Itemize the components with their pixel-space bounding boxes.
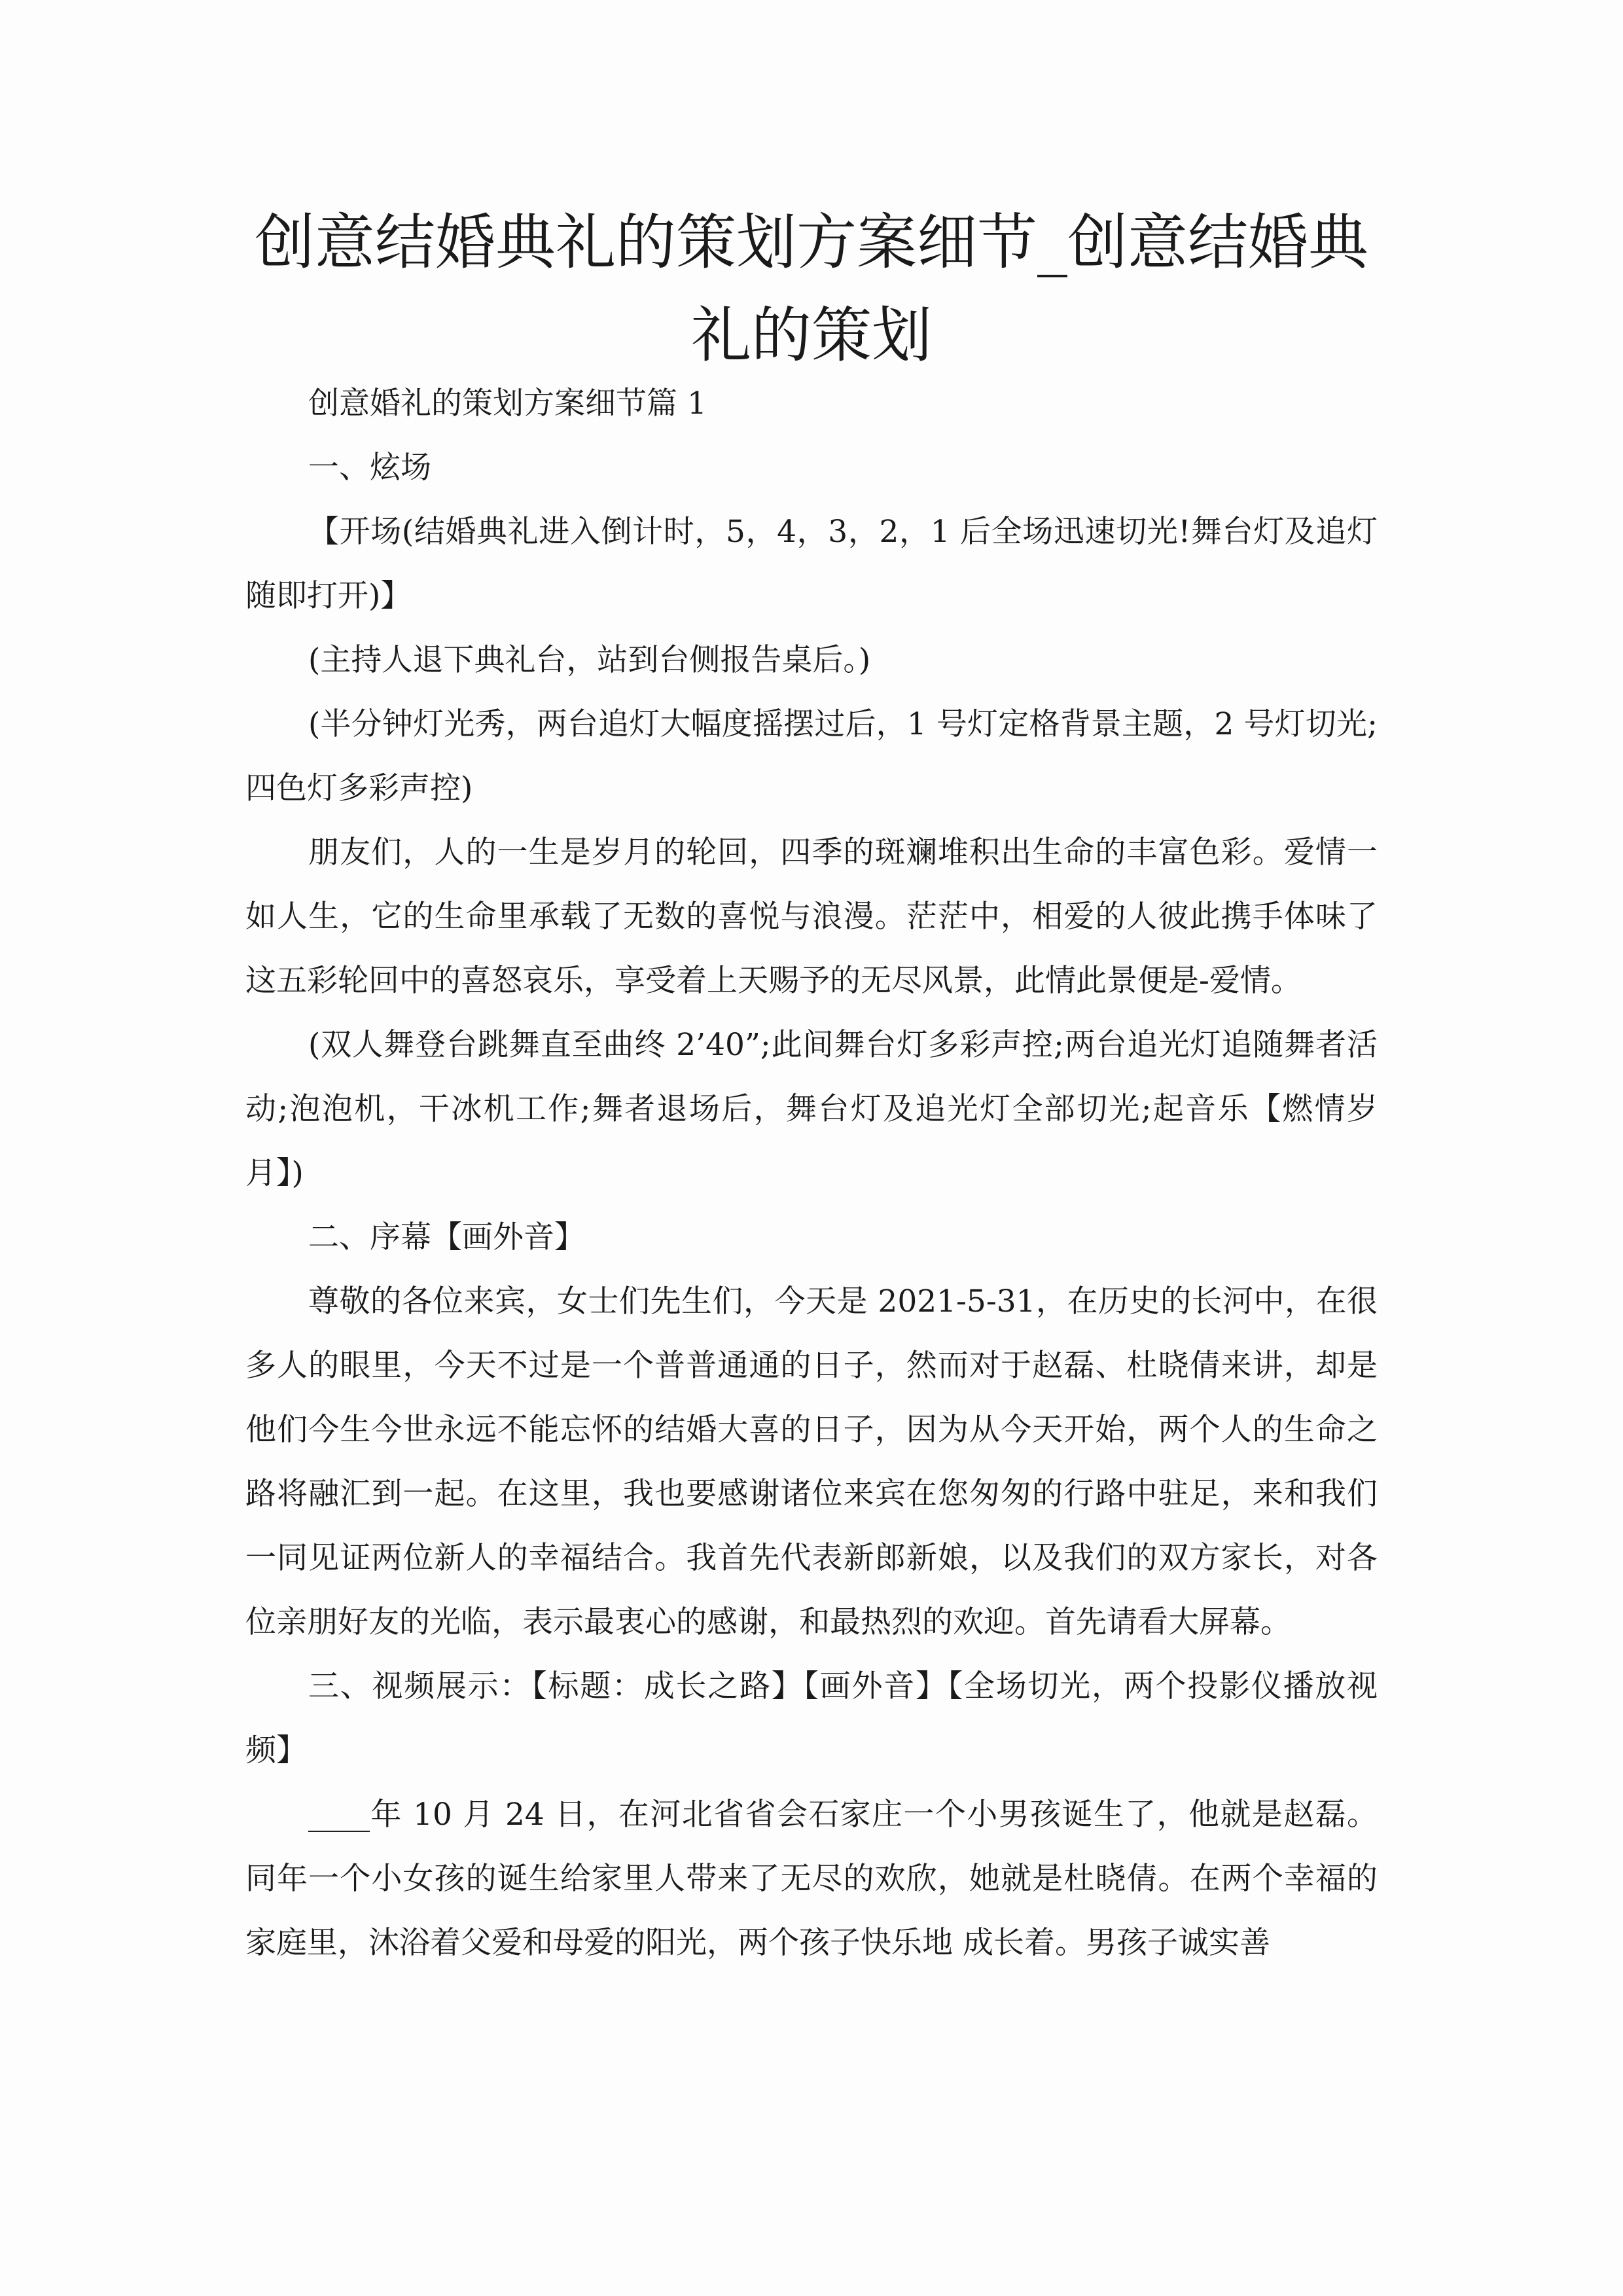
paragraph: (主持人退下典礼台，站到台侧报告桌后。) (308, 642, 871, 678)
paragraph: (双人舞登台跳舞直至曲终 2’40”;此间舞台灯多彩声控;两台追光灯追随舞者活动;泡泡机，干冰机工作;舞者退场后，舞台灯及追光灯全部切光;起音乐【燃情岁月】) (245, 1027, 1378, 1191)
document-body (245, 372, 1378, 1975)
paragraph: (半分钟灯光秀，两台追灯大幅度摇摆过后，1 号灯定格背景主题，2 号灯切光;四色灯多彩声控) (245, 706, 1378, 806)
paragraph: 【开场(结婚典礼进入倒计时，5，4，3，2，1 后全场迅速切光!舞台灯及追灯随即打开)】 (245, 514, 1378, 614)
section-heading: 一、炫场 (308, 450, 431, 486)
paragraph: 三、视频展示：【标题：成长之路】【画外音】【全场切光，两个投影仪播放视频】 (245, 1668, 1378, 1768)
paragraph: ____年 10 月 24 日，在河北省省会石家庄一个小男孩诞生了，他就是赵磊。同年一个小女孩的诞生给家里人带来了无尽的欢欣，她就是杜晓倩。在两个幸福的家庭里，沐浴着父爱和母爱的阳光，两个孩子快乐地 成长着。男孩子诚实善 (245, 1797, 1378, 1961)
section-heading: 创意婚礼的策划方案细节篇 1 (308, 386, 707, 422)
paragraph: 朋友们，人的一生是岁月的轮回，四季的斑斓堆积出生命的丰富色彩。爱情一如人生，它的生命里承载了无数的喜悦与浪漫。茫茫中，相爱的人彼此携手体味了这五彩轮回中的喜怒哀乐，享受着上天赐予的无尽风景，此情此景便是-爱情。 (245, 834, 1378, 999)
document-title: 创意结婚典礼的策划方案细节_创意结婚典礼的策划 (254, 207, 1368, 370)
paragraph: 尊敬的各位来宾，女士们先生们，今天是 2021-5-31，在历史的长河中，在很多人的眼里，今天不过是一个普普通通的日子，然而对于赵磊、杜晓倩来讲，却是他们今生今世永远不能忘怀的结婚大喜的日子，因为从今天开始，两个人的生命之路将融汇到一起。在这里，我也要感谢诸位来宾在您匆匆的行路中驻足，来和我们一同见证两位新人的幸福结合。我首先代表新郎新娘，以及我们的双方家长，对各位亲朋好友的光临，表示最衷心的感谢，和最热烈的欢迎。首先请看大屏幕。 (245, 1283, 1378, 1640)
section-heading: 二、序幕【画外音】 (308, 1219, 585, 1255)
